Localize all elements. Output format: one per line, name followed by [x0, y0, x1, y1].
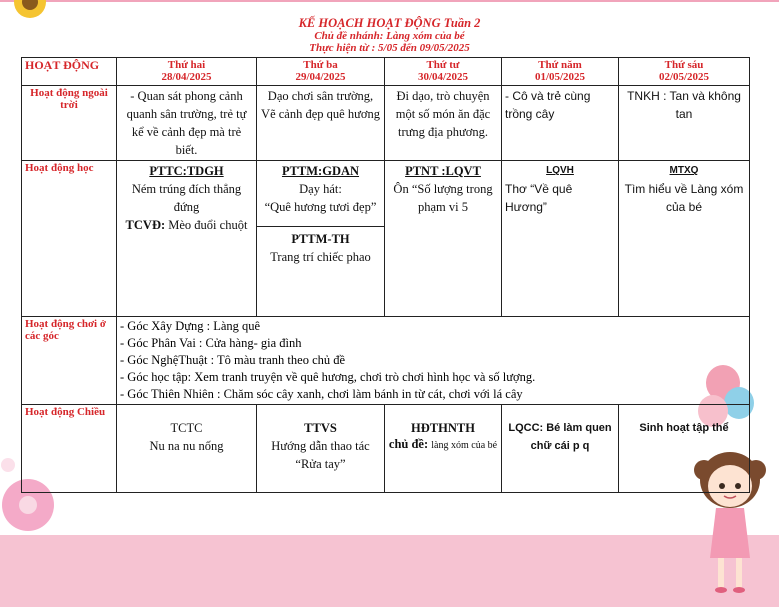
afternoon-mon-text: Nu na nu nống	[149, 439, 224, 453]
day-name: Thứ hai	[167, 59, 206, 71]
corner-item: - Góc Xây Dựng : Làng quê	[120, 319, 261, 333]
learning-wed-title: PTNT :LQVT	[405, 164, 481, 178]
afternoon-mon	[117, 405, 257, 493]
outdoor-row	[22, 86, 750, 161]
outdoor-thu: - Cô và trẻ cùng trồng cây	[502, 86, 619, 161]
day-date: 01/05/2025	[534, 71, 586, 83]
afternoon-tue-title: TTVS	[304, 421, 337, 435]
corner-item: - Góc Thiên Nhiên : Chăm sóc cây xanh, chơi làm bánh in từ cát, chơi với lá cây	[120, 387, 523, 401]
afternoon-thu: LQCC: Bé làm quen chữ cái p q	[502, 405, 619, 493]
learning-fri	[619, 161, 750, 317]
learning-label: Hoạt động học	[22, 161, 117, 317]
learning-tue-title: PTTM:GDAN	[281, 164, 360, 178]
corner-item: - Góc NghệThuật : Tô màu tranh theo chủ đề	[120, 353, 346, 367]
learning-fri-text: Tìm hiểu về Làng xóm của bé	[624, 182, 744, 214]
learning-wed	[385, 161, 502, 317]
day-name: Thứ năm	[538, 59, 582, 71]
activity-plan-table	[21, 57, 750, 493]
day-date: 02/05/2025	[658, 71, 710, 83]
afternoon-tue	[257, 405, 385, 493]
day-header-wed	[385, 58, 502, 86]
learning-tue-title2: PTTM-TH	[291, 232, 350, 246]
afternoon-wed-prefix: chủ đề:	[388, 437, 429, 451]
afternoon-wed	[385, 405, 502, 493]
corners-content	[117, 317, 750, 405]
outdoor-wed: Đi dạo, trò chuyện một số món ăn đặc trưng địa phương.	[385, 86, 502, 161]
afternoon-row	[22, 405, 750, 493]
outdoor-fri: TNKH : Tan và không tan	[619, 86, 750, 161]
learning-tue	[257, 161, 385, 317]
day-date: 30/04/2025	[417, 71, 469, 83]
afternoon-wed-text: làng xóm của bé	[431, 440, 498, 451]
corner-item: - Góc Phân Vai : Cửa hàng- gia đình	[120, 336, 302, 350]
learning-mon	[117, 161, 257, 317]
learning-tue-text: Dạy hát:	[299, 182, 342, 196]
day-header-mon	[117, 58, 257, 86]
learning-fri-title: MTXQ	[669, 165, 699, 176]
afternoon-tue-text2: “Rửa tay”	[295, 457, 346, 471]
plan-dates: Thực hiện từ : 5/05 đến 09/05/2025	[309, 42, 470, 54]
afternoon-mon-title: TCTC	[170, 421, 203, 435]
day-name: Thứ ba	[303, 59, 338, 71]
day-header-thu	[502, 58, 619, 86]
learning-mon-subtitle: TCVĐ:	[125, 218, 166, 232]
day-date: 29/04/2025	[295, 71, 346, 83]
afternoon-tue-text: Hướng dẫn thao tác	[271, 439, 370, 453]
learning-mon-title: PTTC:TDGH	[149, 164, 224, 178]
corners-label: Hoạt động chơi ở các góc	[22, 317, 117, 405]
plan-header	[0, 16, 779, 54]
learning-wed-text: Ôn “Số lượng trong phạm vi 5	[393, 182, 493, 214]
learning-thu-text: Thơ “Về quê Hương”	[505, 182, 573, 214]
day-name: Thứ sáu	[664, 59, 704, 71]
plan-title: KẾ HOẠCH HOẠT ĐỘNG Tuần 2	[298, 16, 481, 30]
afternoon-label: Hoạt động Chiều	[22, 405, 117, 493]
learning-tue-text2: Trang trí chiếc phao	[270, 250, 371, 264]
corner-item: - Góc học tập: Xem tranh truyện về quê hương, chơi trò chơi hình học và số lượng.	[120, 370, 536, 384]
corners-row	[22, 317, 750, 405]
learning-row	[22, 161, 750, 317]
outdoor-label: Hoạt động ngoài trời	[22, 86, 117, 161]
learning-tue-song: “Quê hương tươi đẹp”	[264, 200, 377, 214]
afternoon-fri: Sinh hoạt tập thể	[619, 405, 750, 493]
corner-header: HOẠT ĐỘNG	[22, 58, 117, 86]
learning-thu-title: LQVH	[546, 165, 574, 176]
afternoon-wed-title: HĐTHNTH	[411, 421, 475, 435]
outdoor-mon: - Quan sát phong cảnh quanh sân trường, trẻ tự kể về cảnh đẹp mà trẻ biết.	[117, 86, 257, 161]
header-row	[22, 58, 750, 86]
plan-theme: Chủ đề nhánh: Làng xóm của bé	[314, 30, 465, 42]
day-header-fri	[619, 58, 750, 86]
day-header-tue	[257, 58, 385, 86]
learning-thu	[502, 161, 619, 317]
outdoor-tue: Dạo chơi sân trường, Vẽ cảnh đẹp quê hương	[257, 86, 385, 161]
day-date: 28/04/2025	[161, 71, 212, 83]
learning-mon-subtext: Mèo đuổi chuột	[168, 218, 248, 232]
pink-footer-band	[0, 535, 779, 607]
day-name: Thứ tư	[426, 59, 460, 71]
learning-mon-text: Ném trúng đích thẳng đứng	[131, 182, 242, 214]
learning-tue-second	[257, 226, 384, 266]
